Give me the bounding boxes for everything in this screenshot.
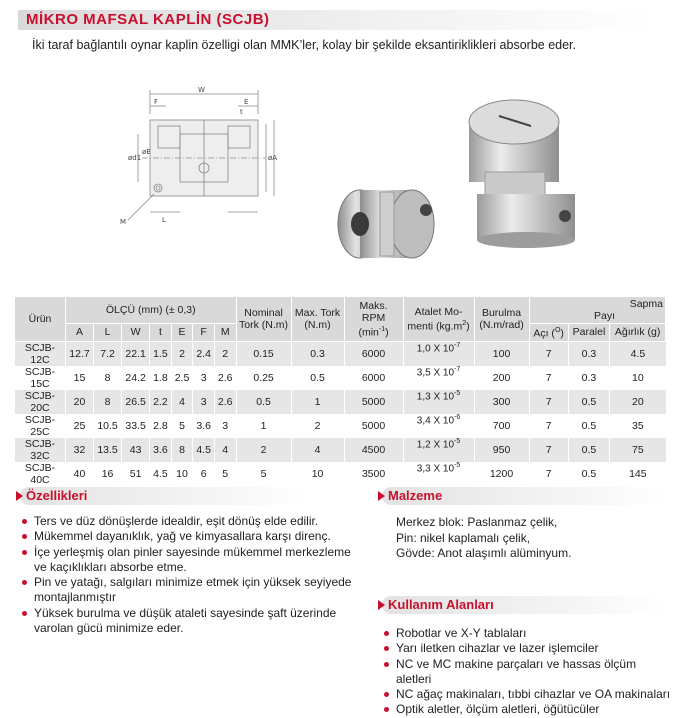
rpm-unit: (min [358, 326, 379, 338]
atalet-label: Atalet Mo-menti (kg.m [407, 305, 463, 332]
cell-paralel: 0.3 [568, 366, 610, 390]
material-heading [382, 487, 666, 505]
cell-l: 10.5 [94, 414, 122, 438]
title-bar [18, 10, 658, 30]
cell-e: 4 [171, 390, 193, 414]
cell-e: 2 [171, 341, 193, 366]
cell-a: 25 [66, 414, 94, 438]
cell-aci: 7 [529, 414, 568, 438]
cell-e: 5 [171, 414, 193, 438]
cell-urun: SCJB-15C [15, 366, 66, 390]
dim-label-f: F [154, 98, 159, 106]
cell-l: 8 [94, 366, 122, 390]
list-item [22, 606, 362, 637]
cell-urun: SCJB-25C [15, 414, 66, 438]
cell-nominal: 5 [236, 462, 291, 486]
list-item [384, 657, 674, 688]
dim-label-d1: ød1 [128, 154, 142, 162]
col-header-e: E [171, 324, 193, 342]
cell-paralel: 0.5 [568, 414, 610, 438]
bullet-icon [22, 519, 27, 524]
rpm-unit-exp: -1 [378, 325, 386, 333]
col-header-sapma [529, 297, 665, 324]
list-item-text: Optik aletler, ölçüm aletleri, öğütücüler [396, 702, 600, 717]
table-row [15, 341, 666, 366]
cell-atalet [403, 462, 474, 486]
cell-rpm: 5000 [344, 390, 403, 414]
col-header-t: t [150, 324, 172, 342]
list-item-text: Yarı iletken cihazlar ve lazer işlemciler [396, 641, 599, 656]
cell-e: 2.5 [171, 366, 193, 390]
cell-rpm: 6000 [344, 341, 403, 366]
cell-burulma: 950 [474, 438, 529, 462]
cell-aci: 7 [529, 341, 568, 366]
cell-m: 2.6 [214, 390, 236, 414]
atalet-exp: -7 [454, 341, 461, 349]
cell-nominal: 0.25 [236, 366, 291, 390]
cell-m: 5 [214, 462, 236, 486]
cell-burulma: 700 [474, 414, 529, 438]
cell-w: 43 [122, 438, 150, 462]
cell-burulma: 300 [474, 390, 529, 414]
col-header-rpm [344, 297, 403, 342]
list-item [22, 529, 362, 544]
col-header-urun: Ürün [15, 297, 66, 342]
col-header-l: L [94, 324, 122, 342]
atalet-exp: -6 [454, 413, 461, 421]
cell-urun: SCJB-32C [15, 438, 66, 462]
bullet-icon [384, 662, 389, 667]
cell-paralel: 0.3 [568, 341, 610, 366]
aci-label-close: ) [560, 327, 564, 340]
cell-agirlik: 10 [610, 366, 666, 390]
cell-atalet [403, 438, 474, 462]
atalet-exp: -5 [454, 461, 461, 469]
rpm-label: Maks. RPM [359, 299, 388, 324]
material-line: Pin: nikel kaplamalı çelik, [396, 530, 531, 545]
cell-t: 4.5 [150, 462, 172, 486]
cell-urun: SCJB-40C [15, 462, 66, 486]
material-line: Gövde: Anot alaşımlı alüminyum. [396, 546, 572, 560]
material-text [396, 515, 571, 562]
cell-a: 15 [66, 366, 94, 390]
atalet-unit-exp: 2 [462, 319, 467, 327]
list-item [22, 545, 362, 576]
cell-t: 1.5 [150, 341, 172, 366]
atalet-base: 1,2 X 10 [416, 438, 455, 450]
table-row [15, 414, 666, 438]
cell-a: 12.7 [66, 341, 94, 366]
col-header-nominal: Nominal Tork (N.m) [236, 297, 291, 342]
cell-agirlik: 20 [610, 390, 666, 414]
material-line: Merkez blok: Paslanmaz çelik, [396, 515, 558, 529]
features-list [22, 514, 362, 636]
dim-label-l: L [162, 216, 166, 224]
cell-l: 8 [94, 390, 122, 414]
usage-list [384, 626, 674, 718]
list-item [384, 687, 674, 702]
cell-a: 20 [66, 390, 94, 414]
cell-f: 3 [193, 390, 215, 414]
bullet-icon [22, 534, 27, 539]
bullet-icon [384, 646, 389, 651]
cell-rpm: 6000 [344, 366, 403, 390]
col-header-max-tork: Max. Tork (N.m) [291, 297, 344, 342]
dim-label-a-dia: øA [268, 154, 278, 162]
cell-rpm: 5000 [344, 414, 403, 438]
cell-nominal: 0.15 [236, 341, 291, 366]
col-header-olcu: ÖLÇÜ (mm) (± 0,3) [66, 297, 237, 324]
list-item-text: Robotlar ve X-Y tablaları [396, 626, 527, 640]
aci-label: Açı ( [533, 327, 555, 340]
dim-label-w: W [198, 86, 205, 94]
cell-f: 6 [193, 462, 215, 486]
bullet-icon [384, 707, 389, 712]
cell-atalet [403, 414, 474, 438]
payi-label: Payı [593, 310, 615, 322]
bullet-icon [22, 611, 27, 616]
list-item [22, 575, 362, 606]
list-item-text: NC ağaç makinaları, tıbbi cihazlar ve OA makinaları [396, 687, 671, 702]
usage-heading-label: Kullanım Alanları [388, 597, 494, 612]
product-photo-large [455, 92, 585, 248]
cell-aci: 7 [529, 462, 568, 486]
cell-t: 2.8 [150, 414, 172, 438]
cell-t: 1.8 [150, 366, 172, 390]
cell-w: 33.5 [122, 414, 150, 438]
rpm-unit-close: ) [385, 326, 389, 338]
arrow-icon [378, 600, 385, 610]
list-item [22, 514, 362, 529]
bullet-icon [22, 580, 27, 585]
features-heading [20, 487, 310, 505]
atalet-base: 1,3 X 10 [416, 390, 455, 402]
col-header-burulma: Burulma (N.m/rad) [474, 297, 529, 342]
list-item [384, 626, 674, 641]
cell-m: 4 [214, 438, 236, 462]
atalet-base: 3,5 X 10 [416, 366, 455, 378]
list-item-text: NC ve MC makine parçaları ve hassas ölçüm aletleri [396, 656, 637, 686]
page-title: MİKRO MAFSAL KAPLİN (SCJB) [26, 11, 270, 28]
cell-burulma: 100 [474, 341, 529, 366]
list-item-text: Mükemmel dayanıklık, yağ ve kimyasallara karşı direnç. [34, 529, 331, 544]
cell-burulma: 1200 [474, 462, 529, 486]
cell-a: 32 [66, 438, 94, 462]
spec-table [14, 296, 666, 486]
cell-m: 2.6 [214, 366, 236, 390]
cell-aci: 7 [529, 438, 568, 462]
features-heading-label: Özellikleri [26, 488, 88, 503]
cell-m: 2 [214, 341, 236, 366]
cell-burulma: 200 [474, 366, 529, 390]
cell-max: 10 [291, 462, 344, 486]
cell-m: 3 [214, 414, 236, 438]
table-row [15, 462, 666, 486]
cell-aci: 7 [529, 390, 568, 414]
cell-w: 51 [122, 462, 150, 486]
cell-f: 2.4 [193, 341, 215, 366]
cell-agirlik: 35 [610, 414, 666, 438]
usage-heading [382, 596, 666, 614]
cell-agirlik: 75 [610, 438, 666, 462]
atalet-exp: -7 [454, 365, 461, 373]
atalet-exp: -5 [454, 389, 461, 397]
cell-max: 4 [291, 438, 344, 462]
cell-atalet [403, 390, 474, 414]
dim-label-t: t [240, 108, 243, 116]
cell-atalet [403, 341, 474, 366]
cell-f: 3 [193, 366, 215, 390]
list-item [384, 702, 674, 717]
cell-t: 2.2 [150, 390, 172, 414]
cell-max: 0.3 [291, 341, 344, 366]
cell-paralel: 0.5 [568, 462, 610, 486]
cell-aci: 7 [529, 366, 568, 390]
cell-e: 10 [171, 462, 193, 486]
col-header-paralel: Paralel [568, 324, 610, 342]
cell-urun: SCJB-12C [15, 341, 66, 366]
atalet-exp: -5 [454, 437, 461, 445]
cell-urun: SCJB-20C [15, 390, 66, 414]
cell-w: 22.1 [122, 341, 150, 366]
bullet-icon [384, 692, 389, 697]
cell-max: 0.5 [291, 366, 344, 390]
atalet-unit-close: ) [466, 320, 470, 332]
cell-max: 2 [291, 414, 344, 438]
col-header-atalet [403, 297, 474, 342]
sapma-label: Sapma [629, 298, 663, 310]
aci-unit: O [554, 327, 561, 334]
atalet-base: 3,4 X 10 [416, 414, 455, 426]
cell-w: 24.2 [122, 366, 150, 390]
col-header-w: W [122, 324, 150, 342]
dim-label-m: M [120, 218, 127, 226]
cell-nominal: 0.5 [236, 390, 291, 414]
col-header-aci [529, 324, 568, 342]
atalet-base: 1,0 X 10 [416, 342, 455, 354]
cell-atalet [403, 366, 474, 390]
cell-a: 40 [66, 462, 94, 486]
list-item-text: Pin ve yatağı, salgıları minimize etmek için yüksek seyiyede montajlanmıştır [34, 575, 352, 605]
col-header-a: A [66, 324, 94, 342]
page-subtitle: İki taraf bağlantılı oynar kaplin özelligi olan MMK’ler, kolay bir şekilde eksantiriklikleri absorbe eder. [32, 38, 577, 52]
cell-max: 1 [291, 390, 344, 414]
arrow-icon [16, 491, 23, 501]
cell-agirlik: 145 [610, 462, 666, 486]
cell-t: 3.6 [150, 438, 172, 462]
material-heading-label: Malzeme [388, 488, 443, 503]
list-item-text: İçe yerleşmiş olan pinler sayesinde mükemmel merkezleme ve kaçıklıkları absorbe etme. [34, 544, 351, 574]
arrow-icon [378, 491, 385, 501]
cell-e: 8 [171, 438, 193, 462]
bullet-icon [22, 550, 27, 555]
dim-label-e: E [244, 98, 249, 106]
cell-f: 4.5 [193, 438, 215, 462]
col-header-f: F [193, 324, 215, 342]
bullet-icon [384, 631, 389, 636]
col-header-agirlik: Ağırlık (g) [610, 324, 666, 342]
cell-paralel: 0.5 [568, 438, 610, 462]
technical-drawing [98, 84, 288, 234]
cell-rpm: 3500 [344, 462, 403, 486]
cell-l: 13.5 [94, 438, 122, 462]
cell-f: 3.6 [193, 414, 215, 438]
cell-nominal: 1 [236, 414, 291, 438]
dim-label-e-dia: øE [142, 148, 151, 156]
table-row [15, 366, 666, 390]
list-item-text: Ters ve düz dönüşlerde idealdir, eşit dönüş elde edilir. [34, 514, 319, 528]
cell-l: 16 [94, 462, 122, 486]
col-header-m: M [214, 324, 236, 342]
cell-agirlik: 4.5 [610, 341, 666, 366]
list-item [384, 641, 674, 656]
cell-l: 7.2 [94, 341, 122, 366]
table-row [15, 390, 666, 414]
product-photo-small [330, 152, 442, 274]
list-item-text: Yüksek burulma ve düşük ataleti sayesinde şaft üzerinde varolan gücü minimize eder. [34, 605, 337, 636]
cell-w: 26.5 [122, 390, 150, 414]
cell-paralel: 0.5 [568, 390, 610, 414]
atalet-base: 3,3 X 10 [416, 462, 455, 474]
cell-nominal: 2 [236, 438, 291, 462]
table-row [15, 438, 666, 462]
cell-rpm: 4500 [344, 438, 403, 462]
